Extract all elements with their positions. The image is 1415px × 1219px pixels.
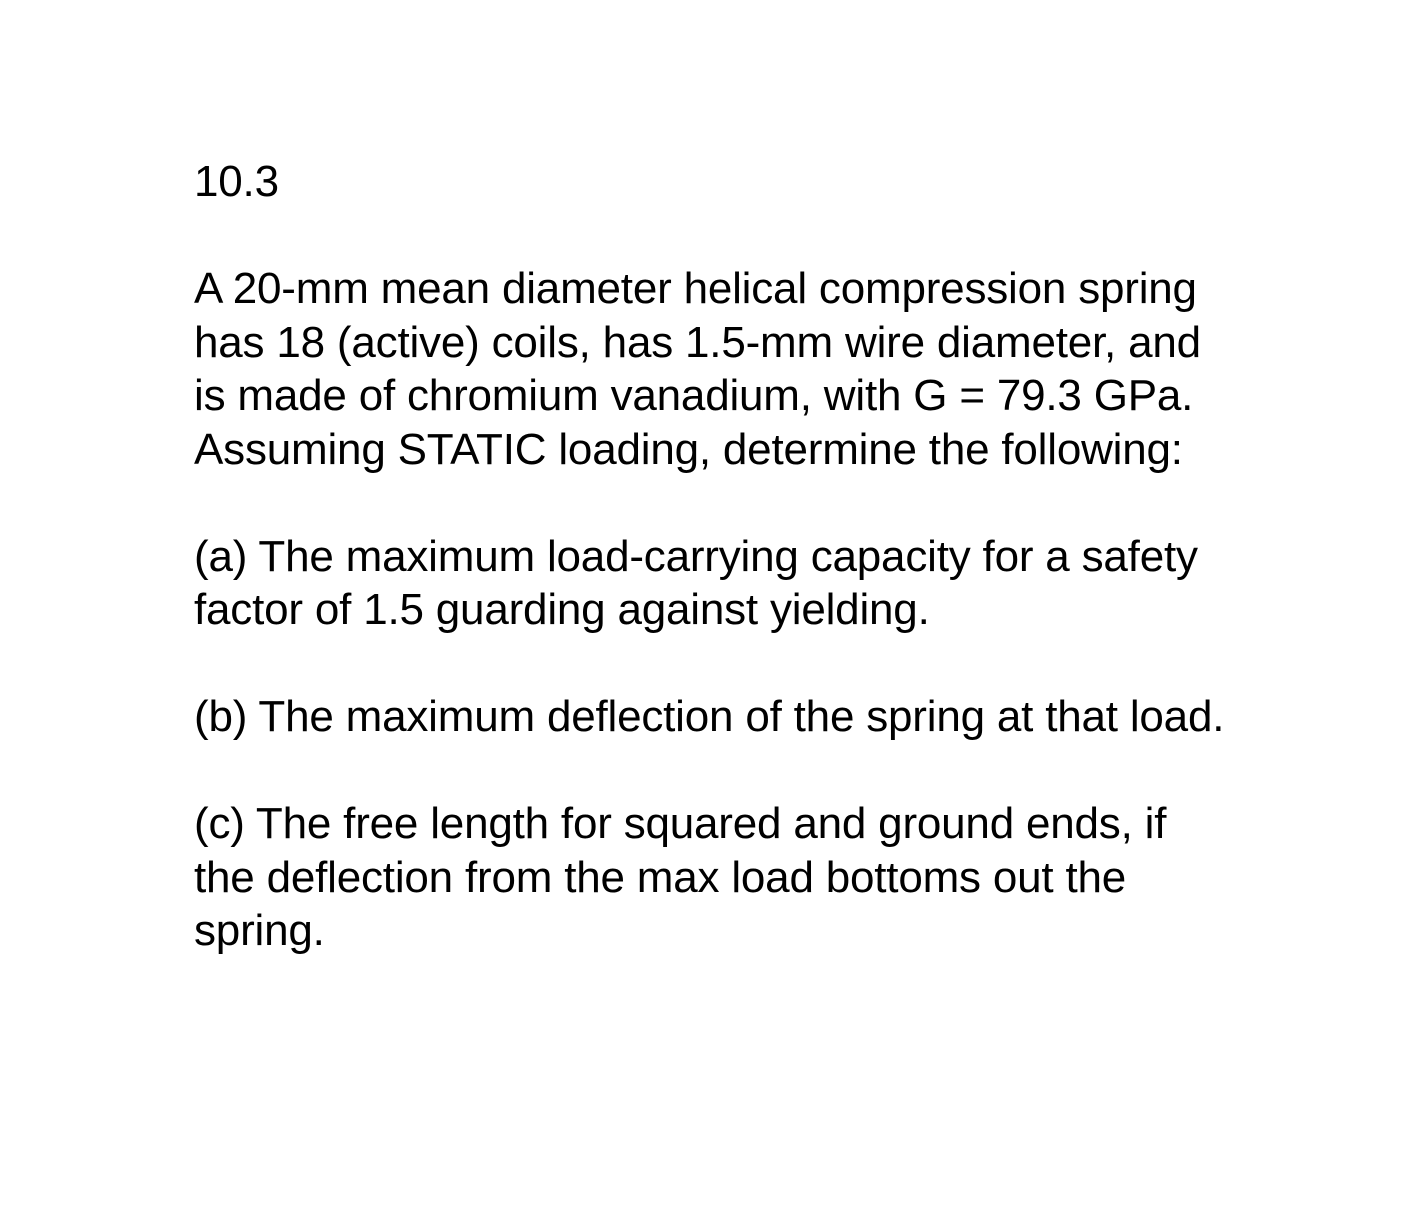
spacer	[194, 209, 1374, 263]
part-c-line: (c) The free length for squared and ground ends, if	[194, 799, 1167, 848]
part-c-line: the deflection from the max load bottoms out the	[194, 852, 1127, 902]
statement-line: is made of chromium vanadium, with G = 79.3 GPa.	[194, 371, 1194, 420]
problem-statement	[194, 262, 1374, 476]
spacer	[194, 744, 1374, 798]
statement-line: Assuming STATIC loading, determine the following:	[194, 424, 1183, 474]
part-c	[194, 797, 1374, 958]
statement-line: A 20-mm mean diameter helical compression spring	[194, 264, 1197, 313]
spacer	[194, 637, 1374, 691]
spacer	[194, 476, 1374, 530]
part-a	[194, 530, 1374, 637]
problem-number: 10.3	[194, 157, 279, 206]
part-b	[194, 690, 1374, 744]
statement-line: has 18 (active) coils, has 1.5-mm wire diameter, and	[194, 317, 1201, 367]
problem-text	[194, 155, 1374, 958]
part-b-line: (b) The maximum deflection of the spring at that load.	[194, 692, 1225, 741]
part-c-line: spring.	[194, 906, 325, 955]
part-a-line: factor of 1.5 guarding against yielding.	[194, 585, 930, 634]
part-a-line: (a) The maximum load-carrying capacity for a safety	[194, 531, 1198, 581]
